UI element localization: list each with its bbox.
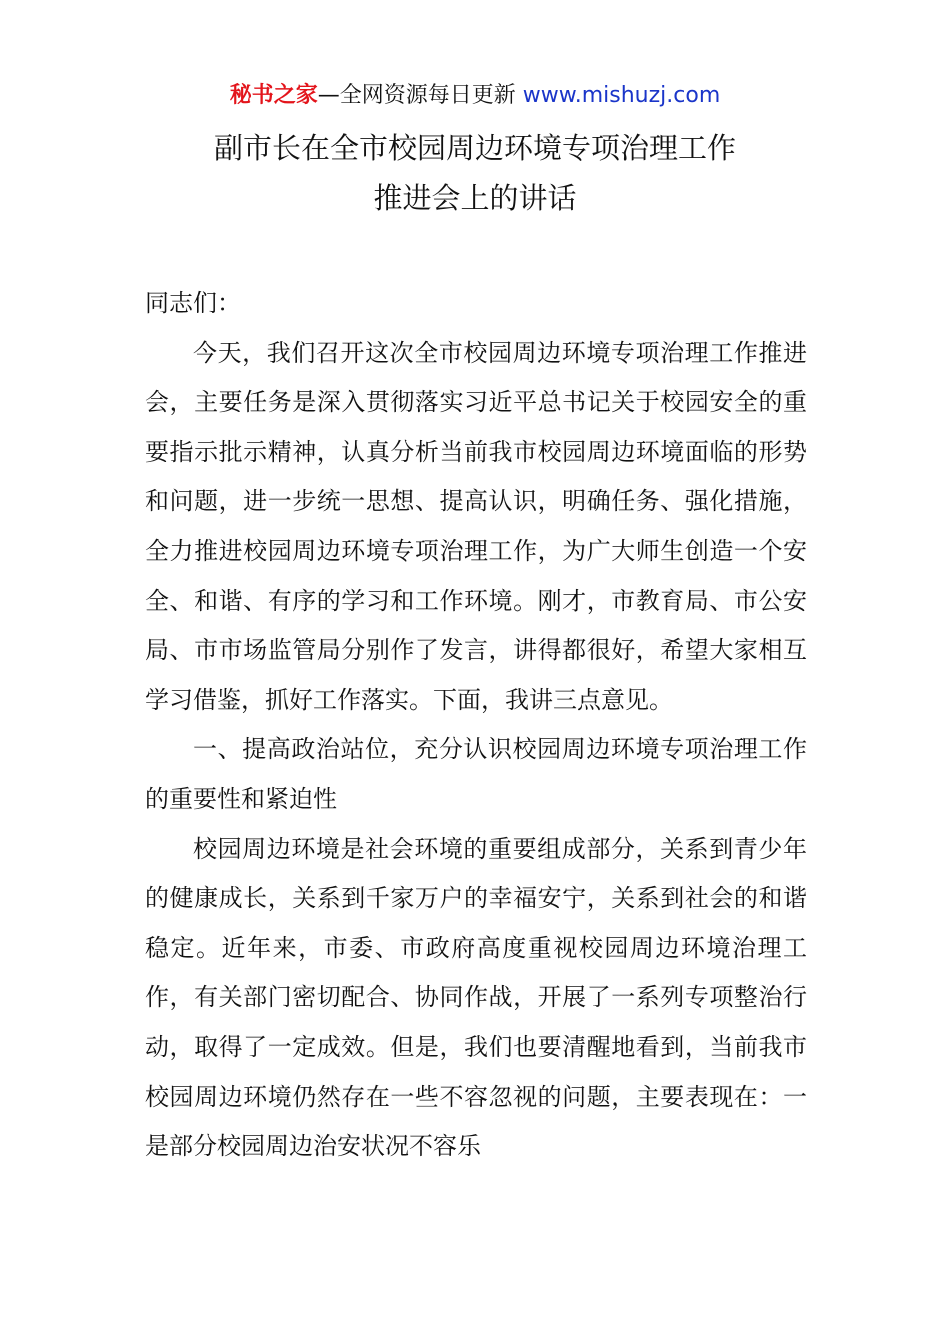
document-title-line-1: 副市长在全市校园周边环境专项治理工作: [213, 131, 736, 165]
site-url-link[interactable]: www.mishuzj.com: [522, 83, 721, 108]
salutation: 同志们：: [145, 289, 241, 317]
site-tagline: —全网资源每日更新: [317, 83, 523, 108]
site-header: [0, 80, 950, 112]
document-body: [145, 279, 807, 1172]
paragraph-opening: 今天，我们召开这次全市校园周边环境专项治理工作推进会，主要任务是深入贯彻落实习近平总书记关于校园安全的重要指示批示精神，认真分析当前我市校园周边环境面临的形势和问题，进一步统一思想、提高认识，明确任务、强化措施，全力推进校园周边环境专项治理工作，为广大师生创造一个安全、和谐、有序的学习和工作环境。刚才，市教育局、市公安局、市市场监管局分别作了发言，讲得都很好，希望大家相互学习借鉴，抓好工作落实。下面，我讲三点意见。: [145, 338, 807, 714]
site-brand: 秘书之家: [229, 83, 318, 108]
paragraph-section-1: 校园周边环境是社会环境的重要组成部分，关系到青少年的健康成长，关系到千家万户的幸福安宁，关系到社会的和谐稳定。近年来，市委、市政府高度重视校园周边环境治理工作，有关部门密切配合、协同作战，开展了一系列专项整治行动，取得了一定成效。但是，我们也要清醒地看到，当前我市校园周边环境仍然存在一些不容忽视的问题，主要表现在：一是部分校园周边治安状况不容乐: [145, 834, 807, 1161]
section-heading-1: 一、提高政治站位，充分认识校园周边环境专项治理工作的重要性和紧迫性: [145, 735, 807, 813]
document-title-line-2: 推进会上的讲话: [373, 181, 577, 215]
